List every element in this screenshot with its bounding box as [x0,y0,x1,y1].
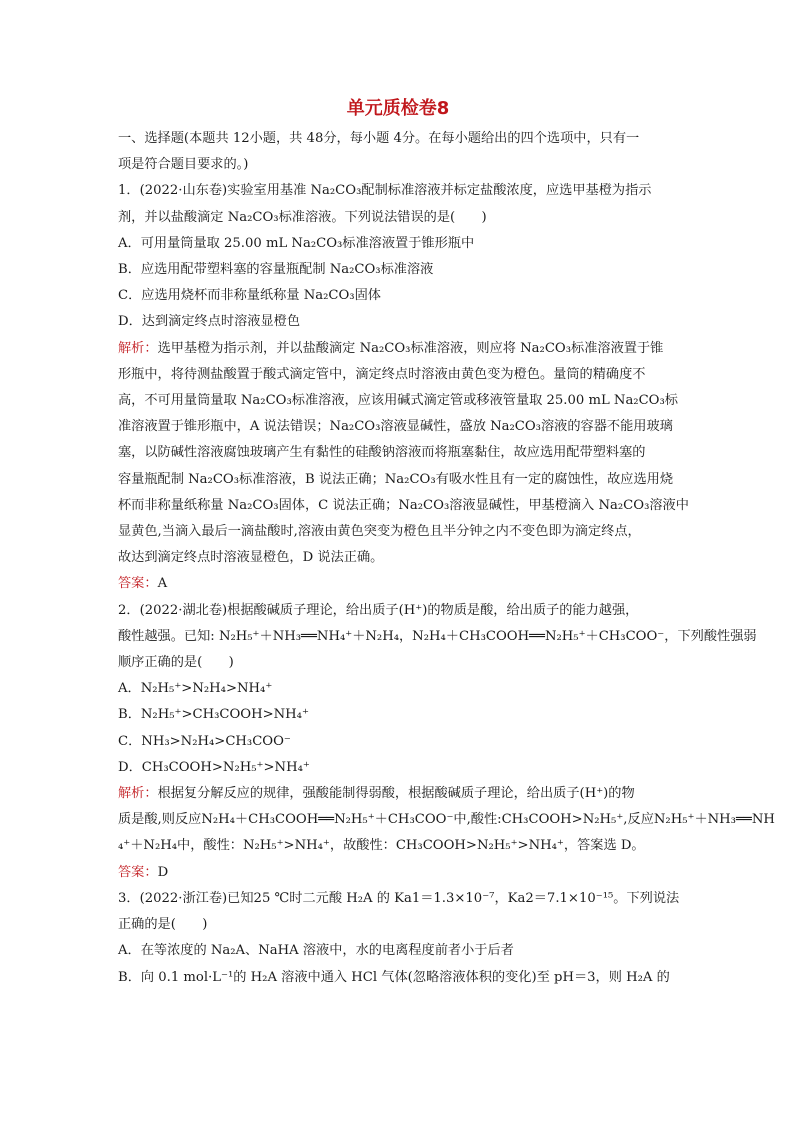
question-3-option-a: A．在等浓度的 Na₂A、NaHA 溶液中，水的电离程度前者小于后者 [118,943,514,959]
question-1-analysis: 高，不可用量筒量取 Na₂CO₃标准溶液，应该用碱式滴定管或移液管量取 25.00 mL Na₂CO₃标 [118,393,678,409]
document-page [118,96,775,991]
analysis-text: 根据复分解反应的规律，强酸能制得弱酸，根据酸碱质子理论，给出质子(H⁺)的物 [157,786,635,802]
question-3-option-b: B．向 0.1 mol·L⁻¹的 H₂A 溶液中通入 HCl 气体(忽略溶液体积的变化)至 pH＝3，则 H₂A 的 [118,969,670,985]
question-1-option-c: C．应选用烧杯而非称量纸称量 Na₂CO₃固体 [118,288,381,304]
question-1-option-d: D．达到滴定终点时溶液显橙色 [118,314,301,330]
question-2-analysis: ₄⁺＋N₂H₄中，酸性：N₂H₅⁺>NH₄⁺，故酸性：CH₃COOH>N₂H₅⁺>NH₄⁺，答案选 D。 [118,838,645,854]
question-2-analysis [118,781,678,807]
question-1-stem: 剂，并以盐酸滴定 Na₂CO₃标准溶液。下列说法错误的是( ) [118,209,487,225]
analysis-label: 解析： [118,340,158,356]
question-1-analysis: 杯而非称量纸称量 Na₂CO₃固体，C 说法正确；Na₂CO₃溶液显碱性，甲基橙滴入 Na₂CO₃溶液中 [118,497,689,513]
question-1-analysis [118,336,678,362]
question-1-analysis: 显黄色,当滴入最后一滴盐酸时,溶液由黄色突变为橙色且半分钟之内不变色即为滴定终点， [118,524,641,540]
question-1-analysis: 准溶液置于锥形瓶中，A 说法错误；Na₂CO₃溶液显碱性，盛放 Na₂CO₃溶液的容器不能用玻璃 [118,419,673,435]
question-2-option-d: D．CH₃COOH>N₂H₅⁺>NH₄⁺ [118,759,310,775]
question-3-stem: 3．(2022·浙江卷)已知25 ℃时二元酸 H₂A 的 Ka1＝1.3×10⁻⁷，Ka2＝7.1×10⁻¹⁵。下列说法 [118,890,680,906]
analysis-text: 选甲基橙为指示剂，并以盐酸滴定 Na₂CO₃标准溶液，则应将 Na₂CO₃标准溶液置于锥 [157,340,664,356]
question-2-stem: 顺序正确的是( ) [118,655,234,671]
answer-value: A [157,576,168,592]
section-intro-line: 项是符合题目要求的。) [118,157,249,173]
question-1-analysis: 形瓶中，将待测盐酸置于酸式滴定管中，滴定终点时溶液由黄色变为橙色。量筒的精确度不 [118,366,646,382]
question-2-stem: 酸性越强。已知: N₂H₅⁺＋NH₃══NH₄⁺＋N₂H₄，N₂H₄＋CH₃COOH══N₂H₅⁺＋CH₃COO⁻，下列酸性强弱 [118,628,757,644]
answer-value: D [157,864,169,880]
question-3-stem: 正确的是( ) [118,917,208,933]
section-intro-line: 一、选择题(本题共 12小题，共 48分，每小题 4分。在每小题给出的四个选项中，只有一 [118,131,640,146]
question-2-answer [118,860,678,886]
answer-label: 答案： [118,576,158,592]
page-title: 单元质检卷8 [346,98,450,119]
question-1-answer [118,571,678,597]
question-2-stem: 2．(2022·湖北卷)根据酸碱质子理论，给出质子(H⁺)的物质是酸，给出质子的能力越强， [118,602,639,618]
question-2-analysis: 质是酸,则反应N₂H₄＋CH₃COOH══N₂H₅⁺＋CH₃COO⁻中,酸性:CH₃COOH>N₂H₅⁺,反应N₂H₅⁺＋NH₃══NH [118,812,775,828]
question-1-stem: 1．(2022·山东卷)实验室用基准 Na₂CO₃配制标准溶液并标定盐酸浓度，应选甲基橙为指示 [118,183,652,199]
question-1-analysis: 容量瓶配制 Na₂CO₃标准溶液，B 说法正确；Na₂CO₃有吸水性且有一定的腐蚀性，故应选用烧 [118,471,674,487]
question-1-analysis: 塞，以防碱性溶液腐蚀玻璃产生有黏性的硅酸钠溶液而将瓶塞黏住，故应选用配带塑料塞的 [118,445,646,461]
analysis-label: 解析： [118,786,158,802]
question-2-option-a: A．N₂H₅⁺>N₂H₄>NH₄⁺ [118,681,273,697]
question-1-analysis: 故达到滴定终点时溶液显橙色，D 说法正确。 [118,550,384,566]
question-1-option-b: B．应选用配带塑料塞的容量瓶配制 Na₂CO₃标准溶液 [118,262,434,278]
question-1-option-a: A．可用量筒量取 25.00 mL Na₂CO₃标准溶液置于锥形瓶中 [118,235,475,251]
answer-label: 答案： [118,864,158,880]
question-2-option-c: C．NH₃>N₂H₄>CH₃COO⁻ [118,733,291,749]
question-2-option-b: B．N₂H₅⁺>CH₃COOH>NH₄⁺ [118,707,309,723]
